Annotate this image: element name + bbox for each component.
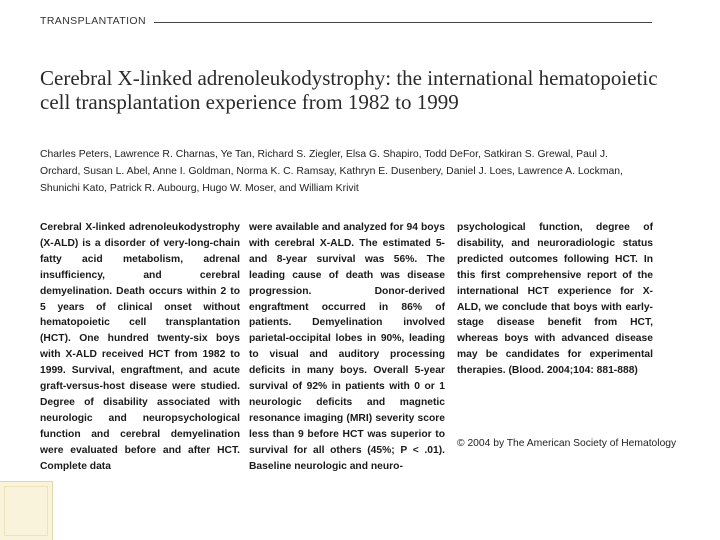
abstract-column-3: psychological function, degree of disability, and neuroradiologic status predicted outcomes following HCT. In this first comprehensive report of the international HCT experience for X-ALD, we conclude that boys with early-stage disease benefit from HCT, whereas boys with advanced disease may be candidates for experimental therapies. (Blood. 2004;104: 881-888) bbox=[457, 222, 653, 377]
slide-corner-inner-frame bbox=[4, 486, 48, 536]
copyright-notice: © 2004 by The American Society of Hematology bbox=[457, 438, 677, 449]
section-label: TRANSPLANTATION bbox=[40, 15, 146, 27]
section-header bbox=[40, 15, 652, 27]
article-title: Cerebral X-linked adrenoleukodystrophy: the international hematopoietic cell transplantation experience from 1982 to 1999 bbox=[40, 66, 658, 114]
slide-corner-decoration bbox=[0, 481, 53, 540]
abstract-column-2: were available and analyzed for 94 boys with cerebral X-ALD. The estimated 5- and 8-year survival was 56%. The leading cause of death was disease progression. Donor-derived engraftment occurred in 86% of patients. Demyelination involved parietal-occipital lobes in 90%, leading to visual and auditory processing deficits in many boys. Overall 5-year survival of 92% in patients with 0 or 1 neurologic deficits and magnetic resonance imaging (MRI) severity score less than 9 before HCT was superior to survival for all others (45%; P < .01). Baseline neurologic and neuro- bbox=[249, 222, 445, 472]
abstract-column-1: Cerebral X-linked adrenoleukodystrophy (X-ALD) is a disorder of very-long-chain fatty acid metabolism, adrenal insufficiency, and cerebral demyelination. Death occurs within 2 to 5 years of clinical onset without hematopoietic cell transplantation (HCT). One hundred twenty-six boys with X-ALD received HCT from 1982 to 1999. Survival, engraftment, and acute graft-versus-host disease were studied. Degree of disability associated with neurologic and neuropsychological function and cerebral demyelination were evaluated before and after HCT. Complete data bbox=[40, 222, 240, 472]
author-list: Charles Peters, Lawrence R. Charnas, Ye Tan, Richard S. Ziegler, Elsa G. Shapiro, Todd DeFor, Satkiran S. Grewal, Paul J. Orchard, Susan L. Abel, Anne I. Goldman, Norma K. C. Ramsay, Kathryn E. Dusenbery, Daniel J. Loes, Lawrence A. Lockman, Shunichi Kato, Patrick R. Aubourg, Hugo W. Moser, and William Krivit bbox=[40, 149, 623, 194]
header-rule bbox=[154, 22, 652, 23]
